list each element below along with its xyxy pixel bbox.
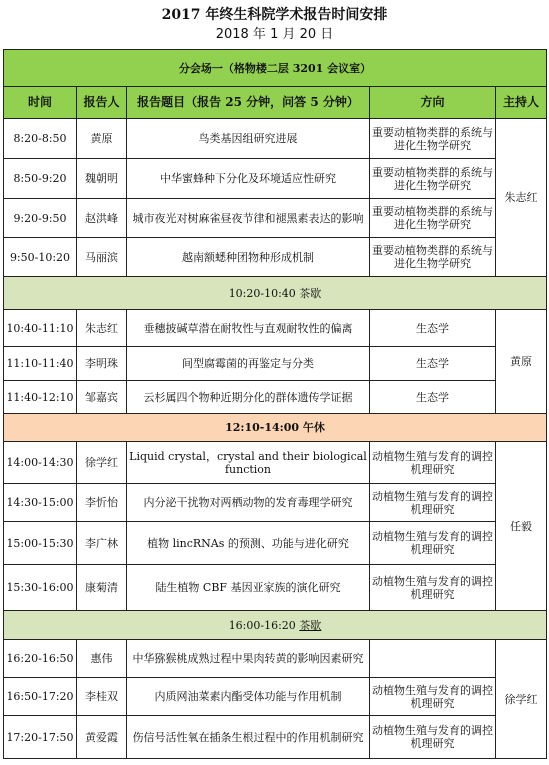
table-row [4,310,547,347]
talk-time: 17:20-17:50 [4,716,77,759]
talk-time: 10:40-11:10 [4,310,77,347]
talk-topic: 越南额蟋种团物种形成机制 [127,238,370,277]
talk-topic: 内质网油菜素内酯受体功能与作用机制 [127,678,370,716]
table-row [4,381,547,414]
table-row [4,442,547,484]
table-row [4,238,547,277]
talk-field: 生态学 [370,310,496,347]
talk-field: 重要动植物类群的系统与进化生物学研究 [370,159,496,199]
talk-field: 动植物生殖与发育的调控机理研究 [370,678,496,716]
table-row [4,159,547,199]
table-row [4,347,547,381]
talk-topic: 中华猕猴桃成熟过程中果肉转黄的影响因素研究 [127,640,370,678]
talk-speaker: 朱志红 [77,310,127,347]
talk-topic: 陆生植物 CBF 基因亚家族的演化研究 [127,565,370,611]
tea-break-morning: 10:20-10:40 茶歇 [4,277,547,310]
table-row [4,522,547,565]
talk-time: 14:30-15:00 [4,484,77,522]
talk-time: 8:50-9:20 [4,159,77,199]
talk-topic: 鸟类基因组研究进展 [127,119,370,159]
talk-field: 动植物生殖与发育的调控机理研究 [370,484,496,522]
session-host: 任毅 [496,442,547,611]
venue-banner: 分会场一（格物楼二层 3201 会议室） [4,50,547,87]
talk-speaker: 李广林 [77,522,127,565]
header-speaker: 报告人 [77,87,127,119]
talk-time: 8:20-8:50 [4,119,77,159]
talk-speaker: 邹嘉宾 [77,381,127,414]
talk-speaker: 黄爱霞 [77,716,127,759]
talk-topic: 垂穗披碱草潜在耐牧性与直观耐牧性的偏离 [127,310,370,347]
schedule-table [3,49,547,759]
talk-speaker: 赵洪峰 [77,199,127,238]
talk-field: 重要动植物类群的系统与进化生物学研究 [370,119,496,159]
header-host: 主持人 [496,87,547,119]
session-host: 朱志红 [496,119,547,277]
page-title: 2017 年终生科院学术报告时间安排 [161,7,388,23]
table-row [4,640,547,678]
talk-topic: Liquid crystal，crystal and their biological function [127,442,370,484]
talk-topic: 间型腐霉菌的再鉴定与分类 [127,347,370,381]
talk-speaker: 康菊清 [77,565,127,611]
talk-speaker: 黄原 [77,119,127,159]
session-host: 徐学红 [496,640,547,759]
tea-break-afternoon-time: 16:00-16:20 [228,618,296,632]
talk-speaker: 惠伟 [77,640,127,678]
table-header-row [4,87,547,119]
talk-time: 11:10-11:40 [4,347,77,381]
talk-speaker: 魏朝明 [77,159,127,199]
talk-field: 动植物生殖与发育的调控机理研究 [370,716,496,759]
talk-topic: 伤信号活性氧在插条生根过程中的作用机制研究 [127,716,370,759]
tea-break-afternoon-label: 茶歇 [299,618,322,632]
talk-topic: 内分泌干扰物对两栖动物的发育毒理学研究 [127,484,370,522]
header-field: 方向 [370,87,496,119]
talk-speaker: 李明珠 [77,347,127,381]
talk-field: 生态学 [370,381,496,414]
table-row [4,716,547,759]
talk-field [370,640,496,678]
talk-time: 16:50-17:20 [4,678,77,716]
talk-field: 动植物生殖与发育的调控机理研究 [370,522,496,565]
header-time: 时间 [4,87,77,119]
table-row [4,678,547,716]
tea-break-afternoon [4,611,547,640]
table-row [4,484,547,522]
schedule-date: 2018 年 1 月 20 日 [215,27,334,42]
talk-speaker: 徐学红 [77,442,127,484]
talk-time: 11:40-12:10 [4,381,77,414]
talk-field: 生态学 [370,347,496,381]
talk-field: 重要动植物类群的系统与进化生物学研究 [370,199,496,238]
talk-field: 动植物生殖与发育的调控机理研究 [370,565,496,611]
talk-topic: 云杉属四个物种近期分化的群体遗传学证据 [127,381,370,414]
talk-time: 15:30-16:00 [4,565,77,611]
session-host: 黄原 [496,310,547,414]
talk-time: 9:20-9:50 [4,199,77,238]
talk-time: 15:00-15:30 [4,522,77,565]
talk-topic: 中华蜜蜂种下分化及环境适应性研究 [127,159,370,199]
talk-topic: 城市夜光对树麻雀昼夜节律和褪黑素表达的影响 [127,199,370,238]
talk-field: 动植物生殖与发育的调控机理研究 [370,442,496,484]
talk-speaker: 李桂双 [77,678,127,716]
table-row [4,119,547,159]
talk-time: 16:20-16:50 [4,640,77,678]
table-row [4,199,547,238]
talk-speaker: 李忻怡 [77,484,127,522]
header-topic: 报告题目（报告 25 分钟，问答 5 分钟） [127,87,370,119]
talk-time: 9:50-10:20 [4,238,77,277]
talk-speaker: 马丽滨 [77,238,127,277]
talk-topic: 植物 lincRNAs 的预测、功能与进化研究 [127,522,370,565]
talk-field: 重要动植物类群的系统与进化生物学研究 [370,238,496,277]
lunch-break: 12:10-14:00 午休 [4,414,547,442]
table-row [4,565,547,611]
talk-time: 14:00-14:30 [4,442,77,484]
